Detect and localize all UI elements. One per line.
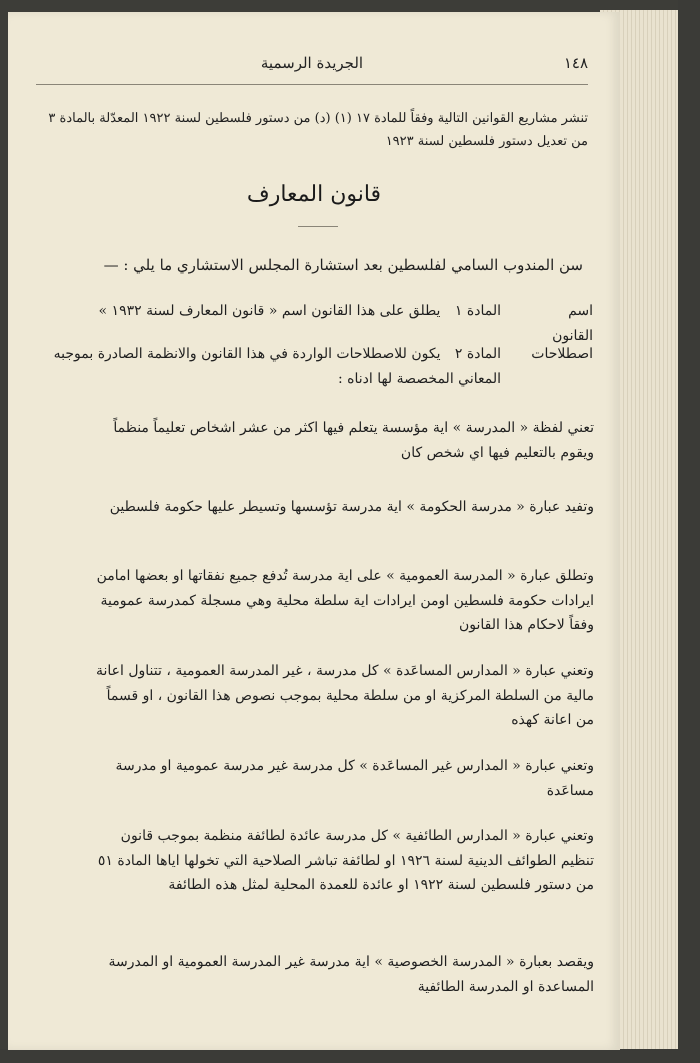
article-text: يطلق على هذا القانون اسم « قانون المعارف لسنة ١٩٣٢ »: [98, 303, 441, 319]
scan-background-bottom: [0, 1049, 700, 1063]
law-title: قانون المعارف: [246, 182, 382, 207]
article-body: [48, 299, 501, 324]
definition-paragraph: وتفيد عبارة « مدرسة الحكومة » اية مدرسة تؤسسها وتسيطر عليها حكومة فلسطين: [109, 499, 594, 515]
definition-paragraph: وتعني عبارة « المدارس المساعَدة » كل مدرسة ، غير المدرسة العمومية ، تتناول اعانة مالية من السلطة المركزية او من سلطة محلية بموجب نصوص هذا القانون ، او قسماً من اعانة كهذه: [96, 663, 594, 728]
page-header: [36, 54, 588, 85]
article-1: [48, 299, 593, 344]
definition-paragraph: تعني لفظة « المدرسة » اية مؤسسة يتعلم فيها اكثر من عشر اشخاص تعليماً منظماً ويقوم بالتعليم فيها اي شخص كان: [113, 420, 594, 461]
definition-paragraph: وتطلق عبارة « المدرسة العمومية » على اية مدرسة تُدفع جميع نفقاتها او بعضها امامن ايرادات حكومة فلسطين اومن ايرادات اية سلطة محلية وهي مسجلة كمدرسة عمومية وفقاً لاحكام هذا القانون: [96, 568, 594, 633]
definition-paragraph: وتعني عبارة « المدارس الطائفية » كل مدرسة عائدة لطائفة منظمة بموجب قانون تنظيم الطوائف الدينية لسنة ١٩٢٦ او لطائفة تباشر الصلاحية التي تخولها اياها المادة ٥١ من دستور فلسطين لسنة ١٩٢٢ او عائدة للعمدة المحلية لمثل هذه الطائفة: [97, 828, 594, 893]
intro-paragraph: تنشر مشاريع القوانين التالية وفقاً للمادة ١٧ (١) (د) من دستور فلسطين لسنة ١٩٢٢ المعدّلة بالمادة ٣ من تعديل دستور فلسطين لسنة ١٩٢٣: [48, 111, 588, 149]
enactment-clause: سن المندوب السامي لفلسطين بعد استشارة المجلس الاستشاري ما يلي : —: [103, 256, 583, 274]
article-text: يكون للاصطلاحات الواردة في هذا القانون والانظمة الصادرة بموجبه المعاني المخصصة لها ادناه :: [53, 346, 501, 387]
article-body: [48, 342, 501, 391]
article-number: المادة ٢: [454, 346, 501, 362]
scan-background-right: [678, 0, 700, 1063]
definition-paragraph: ويقصد بعبارة « المدرسة الخصوصية » اية مدرسة غير المدرسة العمومية او المدرسة المساعدة او المدرسة الطائفية: [108, 954, 594, 995]
article-number: المادة ١: [454, 303, 501, 319]
document-page: [8, 12, 620, 1050]
article-2: [48, 342, 593, 391]
page-number: ١٤٨: [563, 54, 588, 72]
article-side-label: اسم القانون: [552, 303, 593, 344]
title-divider: [298, 226, 338, 227]
article-side-label: اصطلاحات: [531, 346, 593, 362]
scan-background-top: [0, 0, 700, 12]
running-title: الجريدة الرسمية: [260, 54, 364, 72]
definition-paragraph: وتعني عبارة « المدارس غير المساعَدة » كل مدرسة غير مدرسة عمومية او مدرسة مساعَدة: [115, 758, 594, 799]
